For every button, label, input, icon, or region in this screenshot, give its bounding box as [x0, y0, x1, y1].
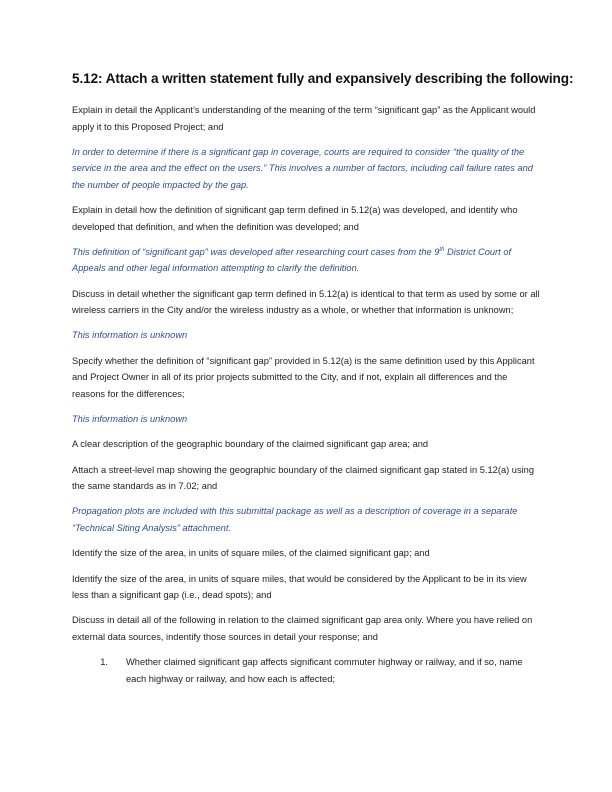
- question-definition-development: Explain in detail how the definition of significant gap term defined in 5.12(a) was developed, and identify who developed that definition, and when the definition was developed; and: [72, 205, 518, 232]
- section-heading: 5.12: Attach a written statement fully and expansively describing the following:: [72, 71, 574, 86]
- ordinal-superscript: th: [439, 246, 445, 253]
- answer-propagation-plots: Propagation plots are included with this submittal package as well as a description of coverage in a separate “Technical Siting Analysis” attachment.: [72, 506, 518, 533]
- question-gap-area-size: Identify the size of the area, in units of square miles, of the claimed significant gap; and: [72, 548, 430, 559]
- list-item-text: Whether claimed significant gap affects significant commuter highway or railway, and if so, name each highway or railway, and how each is affected;: [126, 657, 523, 684]
- question-definition-consistency: Specify whether the definition of “significant gap” provided in 5.12(a) is the same definition used by this Applicant and Project Owner in all of its prior projects submitted to the City, and if not, explain all differences and the reasons for the differences;: [72, 355, 535, 399]
- answer-term-identical: This information is unknown: [72, 330, 188, 341]
- question-dead-spot-size: Identify the size of the area, in units of square miles, that would be considered by the Applicant to be in its view less than a significant gap (i.e., dead spots); and: [72, 573, 527, 601]
- list-item-number: 1.: [100, 657, 108, 668]
- list-item: [72, 654, 542, 687]
- answer-definition-text-after: District Court of Appeals and other legal information attempting to clarify the definition.: [72, 246, 512, 274]
- answer-definition-consistency: This information is unknown: [72, 414, 188, 425]
- answer-definition-text-before: This definition of “significant gap” was developed after researching court cases from the 9: [72, 246, 440, 257]
- answer-definition-development: [72, 244, 542, 277]
- question-street-level-map: Attach a street-level map showing the geographic boundary of the claimed significant gap stated in 5.12(a) using the same standards as in 7.02; and: [72, 464, 535, 492]
- answer-significant-gap-meaning: In order to determine if there is a significant gap in coverage, courts are required to consider “the quality of the service in the area and the effect on the users.” This involves a number of factors, including call failure rates and the number of people impacted by the gap.: [72, 146, 533, 190]
- document-page: [72, 70, 574, 687]
- question-geographic-boundary: A clear description of the geographic boundary of the claimed significant gap area; and: [72, 439, 429, 450]
- question-discuss-gap-area: Discuss in detail all of the following in relation to the claimed significant gap area only. Where you have relied on external data sources, indentify those sources in detail your response; and: [72, 615, 533, 642]
- question-significant-gap-meaning: Explain in detail the Applicant’s understanding of the meaning of the term “significant gap” as the Applicant would apply it to this Proposed Project; and: [72, 105, 536, 132]
- question-term-identical: Discuss in detail whether the significant gap term defined in 5.12(a) is identical to that term as used by some or all wireless carriers in the City and/or the wireless industry as a whole, or whether that information is unknown;: [72, 288, 540, 316]
